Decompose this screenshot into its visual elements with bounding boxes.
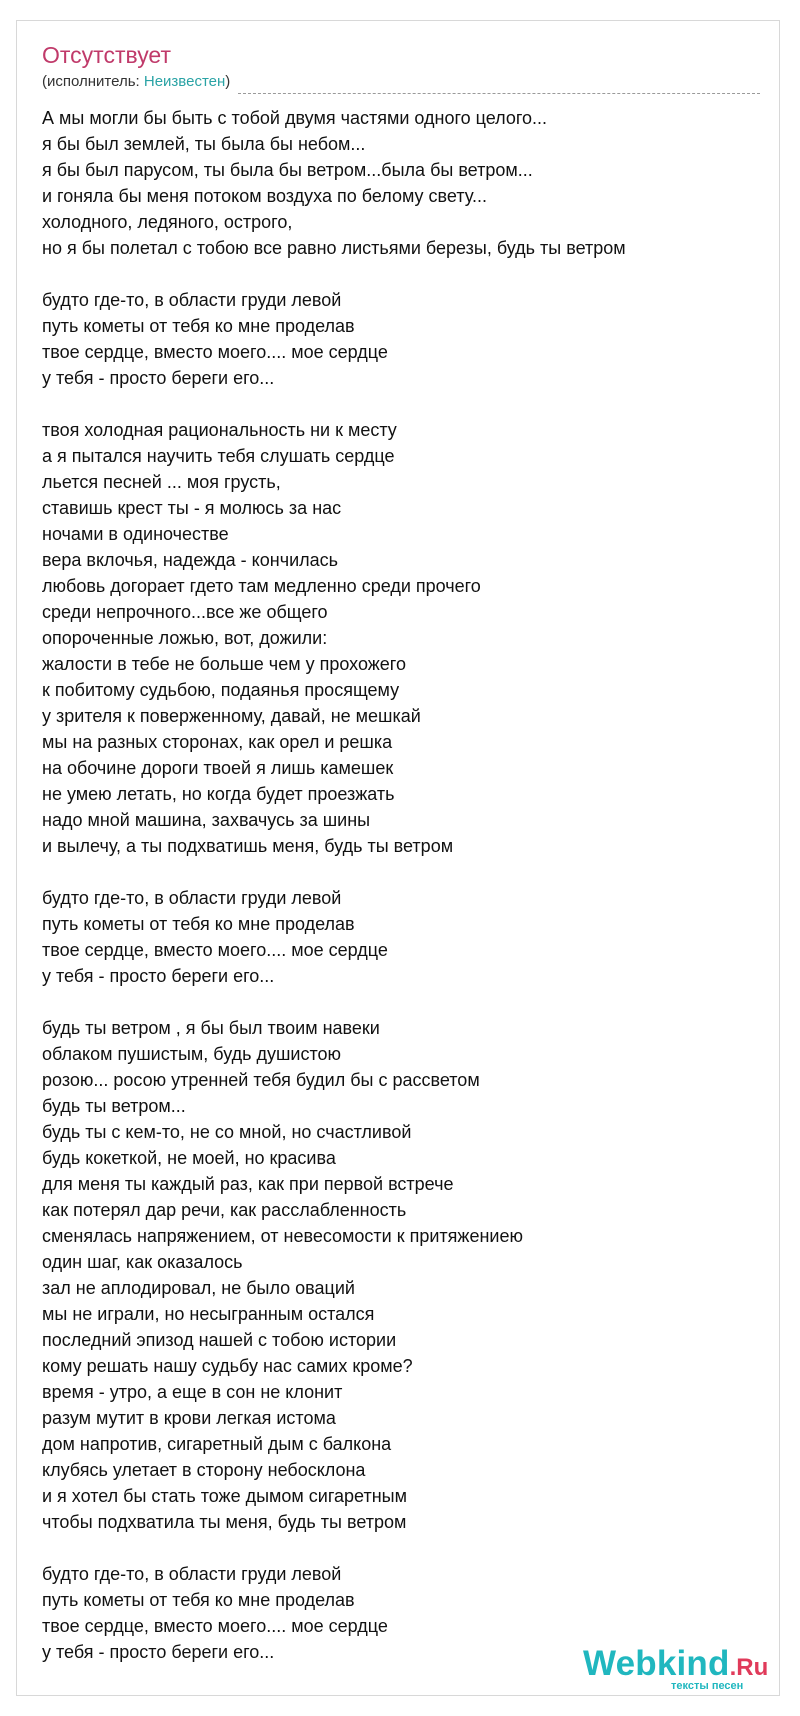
logo-suffix-text: .Ru xyxy=(729,1654,769,1681)
site-logo[interactable] xyxy=(583,1644,769,1692)
artist-suffix: ) xyxy=(225,73,231,90)
logo-main-text: Webkind xyxy=(583,1644,730,1683)
logo-tagline: тексты песен xyxy=(671,1680,744,1692)
header-divider xyxy=(238,93,760,94)
artist-line xyxy=(42,72,230,92)
lyrics-text: А мы могли бы быть с тобой двумя частями одного целого... я бы был землей, ты была бы небом... я бы был парусом, ты была бы ветром...была бы ветром... и гоняла бы меня потоком воздуха по белому свету... холодного, ледяного, острого, но я бы полетал с тобою все равно листьями березы, будь ты ветром будто где-то, в области груди левой путь кометы от тебя ко мне проделав твое сердце, вместо моего.... мое сердце у тебя - просто береги его... твоя холодная рациональность ни к месту а я пытался научить тебя слушать сердце льется песней ... моя грусть, ставишь крест ты - я молюсь за нас ночами в одиночестве вера вклочья, надежда - кончилась любовь догорает гдето там медленно среди прочего среди непрочного...все же общего опороченные ложью, вот, дожили: жалости в тебе не больше чем у прохожего к побитому судьбою, подаянья просящему у зрителя к поверженному, давай, не мешкай мы на разных сторонах, как орел и решка на обочине дороги твоей я лишь камешек не умею летать, но когда будет проезжать надо мной машина, захвачусь за шины и вылечу, а ты подхватишь меня, будь ты ветром будто где-то, в области груди левой путь кометы от тебя ко мне проделав твое сердце, вместо моего.... мое сердце у тебя - просто береги его... будь ты ветром , я бы был твоим навеки облаком пушистым, будь душистою розою... росою утренней тебя будил бы с рассветом будь ты ветром... будь ты с кем-то, не со мной, но счастливой будь кокеткой, не моей, но красива для меня ты каждый раз, как при первой встрече как потерял дар речи, как расслабленность сменялась напряжением, от невесомости к притяжениею один шаг, как оказалось зал не аплодировал, не было оваций мы не играли, но несыгранным остался последний эпизод нашей с тобою истории кому решать нашу судьбу нас самих кроме? время - утро, а еще в сон не клонит разум мутит в крови легкая истома дом напротив, сигаретный дым с балкона клубясь улетает в сторону небосклона и я хотел бы стать тоже дымом сигаретным чтобы подхватила ты меня, будь ты ветром будто где-то, в области груди левой путь кометы от тебя ко мне проделав твое сердце, вместо моего.... мое сердце у тебя - просто береги его... xyxy=(42,108,626,1662)
artist-prefix: (исполнитель: xyxy=(42,73,144,90)
song-title: Отсутствует xyxy=(42,42,171,68)
artist-link[interactable]: Неизвестен xyxy=(143,73,226,90)
